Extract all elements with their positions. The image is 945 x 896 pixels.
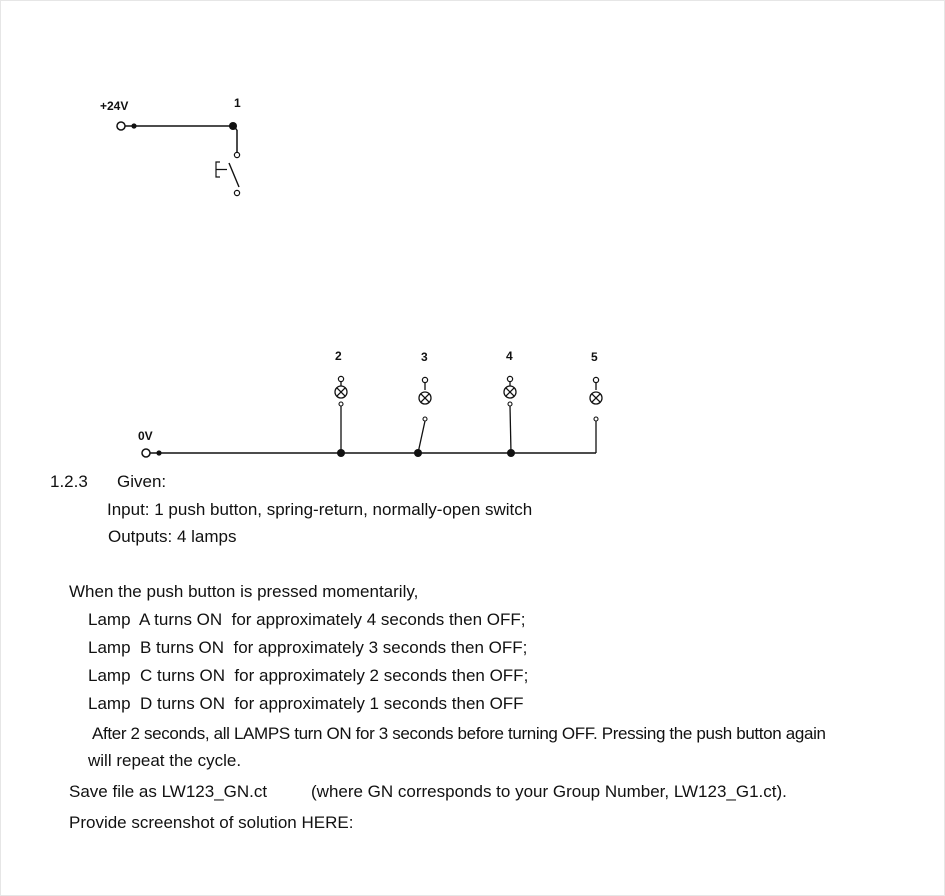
lamp-pin-4 [507,376,512,381]
rail-node-2 [337,449,345,457]
lamp-terminal-label-5: 5 [591,350,598,364]
after-line-1: After 2 seconds, all LAMPS turn ON for 3 seconds before turning OFF. Pressing the push button again [92,724,826,743]
lamp-pin-2 [338,376,343,381]
step-lamp-b: Lamp B turns ON for approximately 3 seconds then OFF; [88,638,528,657]
supply-terminal [117,122,125,130]
ground-label: 0V [138,429,153,443]
lamp-pin-5b [594,417,598,421]
lamp-pin-3 [422,377,427,382]
step-lamp-a: Lamp A turns ON for approximately 4 seconds then OFF; [88,610,526,629]
step-lamp-c: Lamp C turns ON for approximately 2 seconds then OFF; [88,666,529,685]
pushbutton-actuator-icon [216,162,227,177]
switch-contact-upper [234,152,239,157]
after-line-2: will repeat the cycle. [88,751,242,770]
lamp-pin-5 [593,377,598,382]
lamp-pin-2b [339,402,343,406]
lamp-lead-3b [418,421,425,453]
switch-blade [229,163,239,187]
input-line: Input: 1 push button, spring-return, normally-open switch [107,500,533,519]
section-heading: Given: [117,472,167,491]
step-lamp-d: Lamp D turns ON for approximately 1 seconds then OFF [88,694,524,713]
output-line: Outputs: 4 lamps [108,527,237,546]
rail-node-4 [507,449,515,457]
screenshot-instruction: Provide screenshot of solution HERE: [69,813,354,832]
lamp-pin-3b [423,417,427,421]
save-instruction: Save file as LW123_GN.ct [69,782,268,801]
section-number: 1.2.3 [50,472,88,491]
switch-terminal-label: 1 [234,96,241,110]
save-note: (where GN corresponds to your Group Number, LW123_G1.ct). [311,782,787,801]
lamp-pin-4b [508,402,512,406]
ground-terminal [142,449,150,457]
lamp-terminal-label-4: 4 [506,349,513,363]
lamp-icon-2 [335,386,347,398]
supply-label: +24V [100,99,129,113]
lamp-terminal-label-2: 2 [335,349,342,363]
lamp-icon-4 [504,386,516,398]
lamp-terminal-label-3: 3 [421,350,428,364]
switch-contact-lower [234,190,239,195]
lamp-lead-4b [510,406,511,453]
lamp-icon-5 [590,392,602,404]
lamp-icon-3 [419,392,431,404]
rail-node-3 [414,449,422,457]
description-intro: When the push button is pressed momentarily, [69,582,419,601]
